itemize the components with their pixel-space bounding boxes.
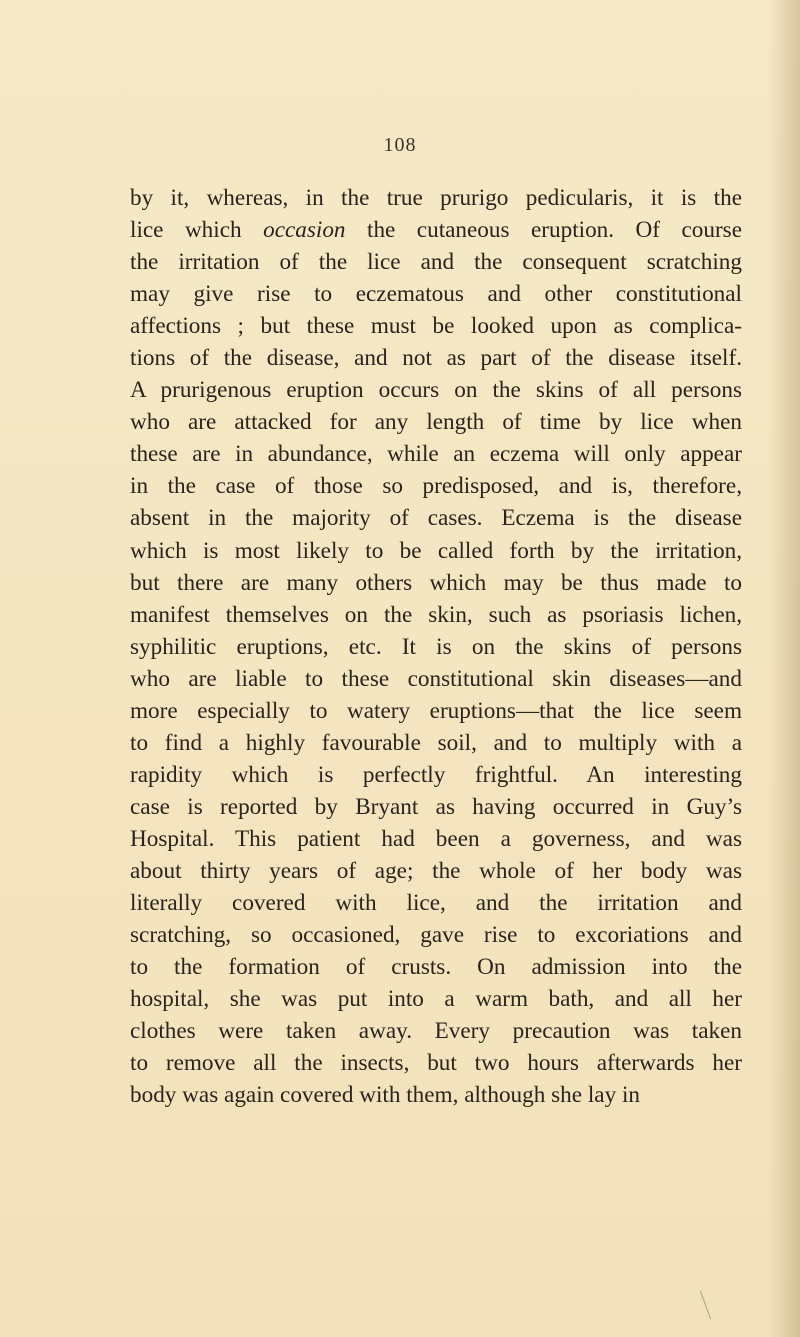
text-line: Hospital. This patient had been a governess, and was — [130, 825, 742, 852]
text-line: in the case of those so predisposed, and is, therefore, — [130, 473, 742, 500]
text-line: A prurigenous eruption occurs on the skins of all persons — [130, 377, 742, 404]
text-line: the irritation of the lice and the consequent scratching — [130, 249, 742, 276]
text-line: but there are many others which may be thus made to — [130, 569, 742, 596]
text-line: manifest themselves on the skin, such as psoriasis lichen, — [130, 601, 742, 628]
text-line: rapidity which is perfectly frightful. An interesting — [130, 761, 742, 788]
text-line: literally covered with lice, and the irritation and — [130, 890, 742, 917]
text-line: who are attacked for any length of time by lice when — [130, 409, 742, 436]
text-line: absent in the majority of cases. Eczema is the disease — [130, 505, 742, 532]
text-line: tions of the disease, and not as part of the disease itself. — [130, 345, 742, 372]
text-line: which is most likely to be called forth by the irritation, — [130, 537, 742, 564]
text-line: about thirty years of age; the whole of her body was — [130, 857, 742, 884]
text-line: clothes were taken away. Every precaution was taken — [130, 1018, 742, 1045]
text-line: who are liable to these constitutional skin diseases—and — [130, 665, 742, 692]
text-line: body was again covered with them, although she lay in — [130, 1082, 641, 1109]
text-line: hospital, she was put into a warm bath, and all her — [130, 986, 742, 1013]
text-line: scratching, so occasioned, gave rise to excoriations and — [130, 922, 742, 949]
page-number: 108 — [383, 134, 417, 156]
text-line: these are in abundance, while an eczema will only appear — [130, 441, 742, 468]
text-line: to remove all the insects, but two hours afterwards her — [130, 1050, 742, 1077]
text-line: syphilitic eruptions, etc. It is on the skins of persons — [130, 633, 742, 660]
emphasized-word: occasion — [263, 217, 346, 244]
text-line: may give rise to eczematous and other constitutional — [130, 281, 742, 308]
text-line: affections ; but these must be looked upon as complica- — [130, 313, 742, 340]
text-line: to the formation of crusts. On admission into the — [130, 954, 742, 981]
paper-speck — [700, 1291, 711, 1320]
text-line: to find a highly favourable soil, and to multiply with a — [130, 729, 742, 756]
text-line: lice which occasion the cutaneous eruption. Of course — [130, 217, 742, 244]
body-text — [130, 182, 742, 1111]
text-line: more especially to watery eruptions—that the lice seem — [130, 697, 742, 724]
text-line: by it, whereas, in the true prurigo pedicularis, it is the — [130, 185, 742, 211]
text-line: case is reported by Bryant as having occurred in Guy’s — [130, 793, 742, 820]
